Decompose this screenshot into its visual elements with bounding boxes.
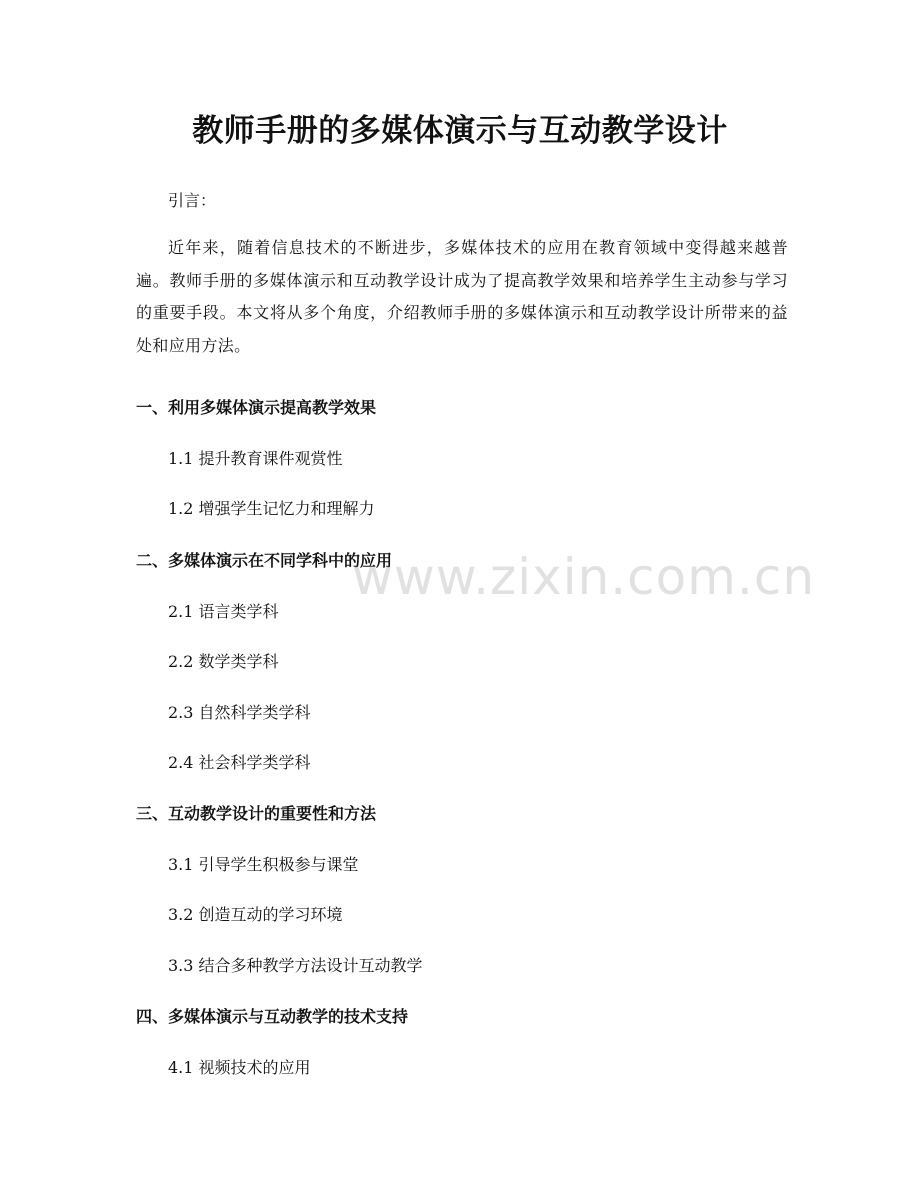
section-heading-1: 一、利用多媒体演示提高教学效果	[136, 398, 377, 417]
subsection-1-2: 1.2 增强学生记忆力和理解力	[168, 499, 375, 518]
subsection-4-1: 4.1 视频技术的应用	[168, 1058, 311, 1077]
subsection-2-4: 2.4 社会科学类学科	[168, 753, 311, 772]
section-heading-2: 二、多媒体演示在不同学科中的应用	[136, 551, 393, 570]
subsection-2-2: 2.2 数学类学科	[168, 652, 279, 671]
intro-label: 引言：	[168, 191, 217, 210]
subsection-1-1: 1.1 提升教育课件观赏性	[168, 449, 343, 468]
document-title: 教师手册的多媒体演示与互动教学设计	[192, 113, 728, 149]
subsection-2-3: 2.3 自然科学类学科	[168, 703, 311, 722]
subsection-3-3: 3.3 结合多种教学方法设计互动教学	[168, 956, 423, 975]
section-heading-4: 四、多媒体演示与互动教学的技术支持	[136, 1007, 409, 1026]
section-heading-3: 三、互动教学设计的重要性和方法	[136, 804, 377, 823]
subsection-2-1: 2.1 语言类学科	[168, 602, 279, 621]
watermark: www.zixin.com.cn	[352, 548, 816, 606]
intro-paragraph: 近年来，随着信息技术的不断进步，多媒体技术的应用在教育领域中变得越来越普遍。教师手册的多媒体演示和互动教学设计成为了提高教学效果和培养学生主动参与学习的重要手段。本文将从多个角度，介绍教师手册的多媒体演示和互动教学设计所带来的益处和应用方法。	[136, 238, 788, 355]
subsection-3-2: 3.2 创造互动的学习环境	[168, 905, 343, 924]
subsection-3-1: 3.1 引导学生积极参与课堂	[168, 855, 359, 874]
